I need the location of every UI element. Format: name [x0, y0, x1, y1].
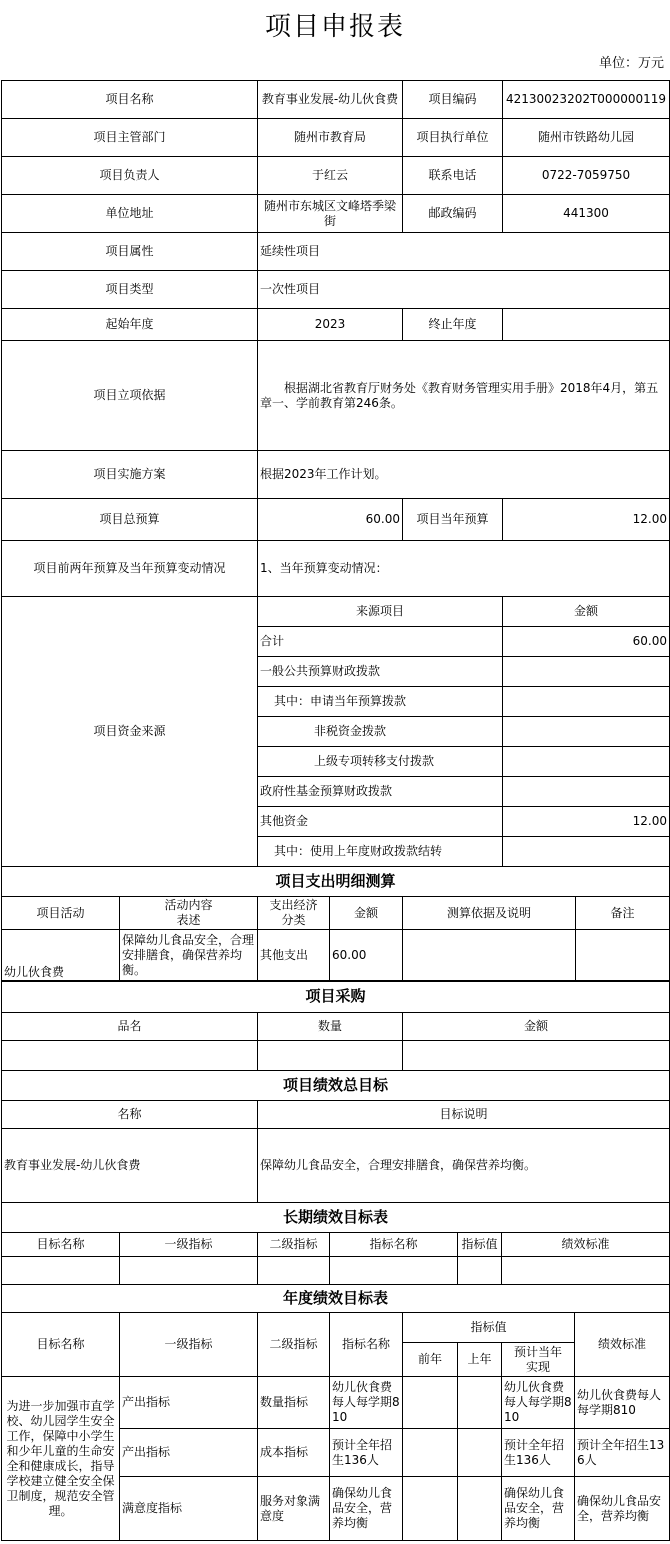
expense-header-basis: 测算依据及说明: [403, 897, 576, 930]
expense-note: [576, 930, 670, 982]
overall-goal-header-desc: 目标说明: [258, 1101, 670, 1129]
value-attribute: 延续性项目: [258, 233, 670, 271]
page-title: 项目申报表: [264, 12, 405, 42]
annual-table: [1, 1284, 670, 1541]
value-dept: 随州市教育局: [258, 119, 403, 157]
label-dept: 项目主管部门: [2, 119, 258, 157]
procurement-cell: [2, 1041, 258, 1071]
procurement-section-title: 项目采购: [2, 981, 670, 1013]
value-exec-unit: 随州市铁路幼儿园: [503, 119, 670, 157]
long-term-cell: [2, 1257, 120, 1285]
expense-basis: [403, 930, 576, 982]
annual-header-expected: 预计当年 实现: [502, 1343, 575, 1377]
funding-row-amount: 60.00: [503, 627, 670, 657]
label-funding: 项目资金来源: [2, 597, 258, 867]
value-phone: 0722-7059750: [503, 157, 670, 195]
annual-last: [458, 1429, 502, 1477]
annual-goal: 为进一步加强市直学校、幼儿园学生安全工作，保障中小学生和少年儿童的生命安全和健康成长，指导学校建立健全安全保卫制度，规范安全管理。: [2, 1377, 120, 1541]
label-project-code: 项目编码: [403, 81, 503, 119]
funding-row-amount: [503, 657, 670, 687]
annual-standard: 确保幼儿食品安全，营养均衡: [575, 1477, 670, 1541]
annual-standard: 幼儿伙食费每人每学期810: [575, 1377, 670, 1429]
annual-header-last: 上年: [458, 1343, 502, 1377]
value-start-year: 2023: [258, 309, 403, 341]
annual-header-standard: 绩效标准: [575, 1313, 670, 1377]
long-term-header: 一级指标: [120, 1233, 258, 1257]
value-leader: 于红云: [258, 157, 403, 195]
label-exec-unit: 项目执行单位: [403, 119, 503, 157]
label-phone: 联系电话: [403, 157, 503, 195]
expense-header-content: 活动内容 表述: [120, 897, 258, 930]
value-current-budget: 12.00: [503, 499, 670, 541]
funding-row-label: 上级专项转移支付拨款: [258, 747, 503, 777]
funding-header-amount: 金额: [503, 597, 670, 627]
value-basis: 根据湖北省教育厅财务处《教育财务管理实用手册》2018年4月，第五章一、学前教育第246条。: [258, 341, 670, 451]
annual-indicator: 预计全年招生136人: [330, 1429, 403, 1477]
annual-header-goal: 目标名称: [2, 1313, 120, 1377]
expense-category: 其他支出: [258, 930, 330, 982]
value-plan: 根据2023年工作计划。: [258, 451, 670, 499]
procurement-header-item: 品名: [2, 1013, 258, 1041]
label-basis: 项目立项依据: [2, 341, 258, 451]
long-term-table: [1, 1202, 670, 1285]
long-term-cell: [258, 1257, 330, 1285]
funding-row-label: 一般公共预算财政拨款: [258, 657, 503, 687]
project-info-table: [1, 80, 670, 867]
annual-expected: 幼儿伙食费每人每学期810: [502, 1377, 575, 1429]
value-type: 一次性项目: [258, 271, 670, 309]
annual-header-name: 指标名称: [330, 1313, 403, 1377]
long-term-header: 指标值: [458, 1233, 502, 1257]
annual-header-lvl2: 二级指标: [258, 1313, 330, 1377]
label-plan: 项目实施方案: [2, 451, 258, 499]
procurement-header-amount: 金额: [403, 1013, 670, 1041]
expense-section-title: 项目支出明细测算: [2, 867, 670, 897]
long-term-section-title: 长期绩效目标表: [2, 1203, 670, 1233]
annual-prev: [403, 1377, 458, 1429]
expense-header-activity: 项目活动: [2, 897, 120, 930]
annual-indicator: 幼儿伙食费每人每学期810: [330, 1377, 403, 1429]
annual-header-value: 指标值: [403, 1313, 575, 1343]
annual-header-lvl1: 一级指标: [120, 1313, 258, 1377]
overall-goal-desc: 保障幼儿食品安全，合理安排膳食，确保营养均衡。: [258, 1129, 670, 1203]
annual-expected: 预计全年招生136人: [502, 1429, 575, 1477]
label-address: 单位地址: [2, 195, 258, 233]
expense-table: [1, 866, 670, 982]
annual-section-title: 年度绩效目标表: [2, 1285, 670, 1313]
annual-prev: [403, 1429, 458, 1477]
funding-row-amount: [503, 747, 670, 777]
annual-standard: 预计全年招生136人: [575, 1429, 670, 1477]
procurement-cell: [403, 1041, 670, 1071]
long-term-cell: [120, 1257, 258, 1285]
procurement-cell: [258, 1041, 403, 1071]
label-leader: 项目负责人: [2, 157, 258, 195]
overall-goal-table: [1, 1070, 670, 1203]
value-prev-change: 1、当年预算变动情况：: [258, 541, 670, 597]
label-project-name: 项目名称: [2, 81, 258, 119]
annual-lvl1: 产出指标: [120, 1429, 258, 1477]
expense-activity: 幼儿伙食费: [2, 930, 120, 982]
annual-prev: [403, 1477, 458, 1541]
long-term-cell: [502, 1257, 670, 1285]
annual-lvl2: 数量指标: [258, 1377, 330, 1429]
long-term-header: 指标名称: [330, 1233, 458, 1257]
value-end-year: [503, 309, 670, 341]
funding-row-amount: [503, 777, 670, 807]
long-term-cell: [458, 1257, 502, 1285]
label-attribute: 项目属性: [2, 233, 258, 271]
annual-lvl1: 产出指标: [120, 1377, 258, 1429]
annual-lvl2: 服务对象满意度: [258, 1477, 330, 1541]
long-term-cell: [330, 1257, 458, 1285]
expense-header-amount: 金额: [330, 897, 403, 930]
expense-content: 保障幼儿食品安全，合理安排膳食，确保营养均衡。: [120, 930, 258, 982]
funding-row-amount: [503, 717, 670, 747]
expense-header-category: 支出经济 分类: [258, 897, 330, 930]
long-term-header: 目标名称: [2, 1233, 120, 1257]
funding-row-label: 政府性基金预算财政拨款: [258, 777, 503, 807]
expense-amount: 60.00: [330, 930, 403, 982]
annual-lvl2: 成本指标: [258, 1429, 330, 1477]
value-project-name: 教育事业发展-幼儿伙食费: [258, 81, 403, 119]
funding-row-label: 合计: [258, 627, 503, 657]
overall-goal-header-name: 名称: [2, 1101, 258, 1129]
overall-goal-section-title: 项目绩效总目标: [2, 1071, 670, 1101]
label-start-year: 起始年度: [2, 309, 258, 341]
funding-row-amount: 12.00: [503, 807, 670, 837]
annual-indicator: 确保幼儿食品安全，营养均衡: [330, 1477, 403, 1541]
procurement-table: [1, 980, 670, 1071]
funding-row-label: 其中：使用上年度财政拨款结转: [258, 837, 503, 867]
value-project-code: 42130023202T000000119: [503, 81, 670, 119]
label-type: 项目类型: [2, 271, 258, 309]
overall-goal-name: 教育事业发展-幼儿伙食费: [2, 1129, 258, 1203]
label-current-budget: 项目当年预算: [403, 499, 503, 541]
annual-last: [458, 1477, 502, 1541]
unit-label: 单位：万元: [598, 56, 664, 71]
funding-row-label: 其中：申请当年预算拨款: [258, 687, 503, 717]
annual-last: [458, 1377, 502, 1429]
value-total-budget: 60.00: [258, 499, 403, 541]
procurement-header-qty: 数量: [258, 1013, 403, 1041]
long-term-header: 二级指标: [258, 1233, 330, 1257]
funding-row-amount: [503, 837, 670, 867]
label-end-year: 终止年度: [403, 309, 503, 341]
annual-header-prev: 前年: [403, 1343, 458, 1377]
long-term-header: 绩效标准: [502, 1233, 670, 1257]
label-prev-change: 项目前两年预算及当年预算变动情况: [2, 541, 258, 597]
annual-expected: 确保幼儿食品安全，营养均衡: [502, 1477, 575, 1541]
value-address: 随州市东城区文峰塔季梁街: [258, 195, 403, 233]
expense-header-note: 备注: [576, 897, 670, 930]
value-postcode: 441300: [503, 195, 670, 233]
funding-header-source: 来源项目: [258, 597, 503, 627]
funding-row-label: 非税资金拨款: [258, 717, 503, 747]
annual-lvl1: 满意度指标: [120, 1477, 258, 1541]
funding-row-amount: [503, 687, 670, 717]
label-postcode: 邮政编码: [403, 195, 503, 233]
funding-row-label: 其他资金: [258, 807, 503, 837]
label-total-budget: 项目总预算: [2, 499, 258, 541]
